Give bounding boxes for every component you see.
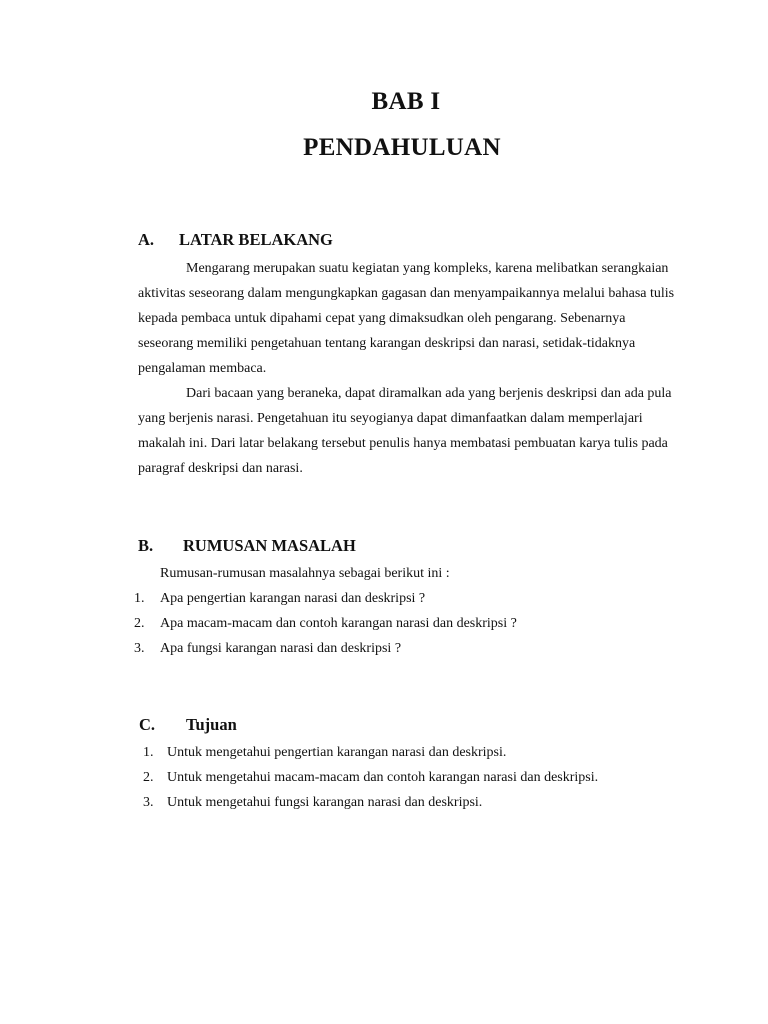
list-item bbox=[143, 740, 703, 765]
problem-list bbox=[134, 586, 694, 661]
section-b-letter: B. bbox=[138, 536, 154, 555]
list-item-number: 1. bbox=[134, 591, 145, 606]
section-c-letter: C. bbox=[139, 715, 156, 734]
list-item-number: 3. bbox=[134, 641, 145, 656]
section-a-heading bbox=[138, 230, 333, 250]
list-item-text: Apa pengertian karangan narasi dan deskripsi ? bbox=[160, 591, 426, 606]
list-item-number: 1. bbox=[143, 745, 154, 760]
section-b-heading bbox=[138, 536, 356, 556]
list-item bbox=[143, 790, 703, 815]
list-item-text: Untuk mengetahui macam-macam dan contoh karangan narasi dan deskripsi. bbox=[167, 770, 599, 785]
section-b-title: RUMUSAN MASALAH bbox=[183, 536, 356, 555]
list-item bbox=[134, 586, 694, 611]
section-c-heading bbox=[139, 715, 237, 735]
paragraph-2: Dari bacaan yang beraneka, dapat diramalkan ada yang berjenis deskripsi dan ada pula yang berjenis narasi. Pengetahuan itu seyogianya dapat dimanfaatkan dalam memperlajari makalah ini. Dari latar belakang tersebut penulis hanya membatasi pembuatan karya tulis pada paragraf deskripsi dan narasi. bbox=[138, 386, 672, 476]
section-b-intro: Rumusan-rumusan masalahnya sebagai berikut ini : bbox=[160, 566, 450, 581]
list-item-number: 3. bbox=[143, 795, 154, 810]
list-item bbox=[143, 765, 703, 790]
list-item-text: Apa fungsi karangan narasi dan deskripsi ? bbox=[160, 641, 402, 656]
chapter-title: PENDAHULUAN bbox=[303, 134, 501, 161]
section-a-title: LATAR BELAKANG bbox=[179, 230, 333, 249]
paragraph-1: Mengarang merupakan suatu kegiatan yang kompleks, karena melibatkan serangkaian aktivitas seseorang dalam mengungkapkan gagasan dan menyampaikannya melalui bahasa tulis kepada pembaca untuk dipahami cepat yang dimaksudkan oleh pengarang. Sebenarnya seseorang memiliki pengetahuan tentang karangan deskripsi dan narasi, setidak-tidaknya pengalaman membaca. bbox=[138, 261, 675, 376]
list-item-text: Untuk mengetahui fungsi karangan narasi dan deskripsi. bbox=[167, 795, 483, 810]
section-a-letter: A. bbox=[138, 230, 155, 249]
objective-list bbox=[143, 740, 703, 815]
list-item bbox=[134, 636, 694, 661]
section-a-body bbox=[138, 256, 678, 481]
list-item-text: Untuk mengetahui pengertian karangan narasi dan deskripsi. bbox=[167, 745, 507, 760]
section-c-title: Tujuan bbox=[186, 715, 237, 734]
list-item-number: 2. bbox=[143, 770, 154, 785]
list-item-text: Apa macam-macam dan contoh karangan narasi dan deskripsi ? bbox=[160, 616, 517, 631]
list-item-number: 2. bbox=[134, 616, 145, 631]
list-item bbox=[134, 611, 694, 636]
chapter-number: BAB I bbox=[371, 88, 441, 115]
